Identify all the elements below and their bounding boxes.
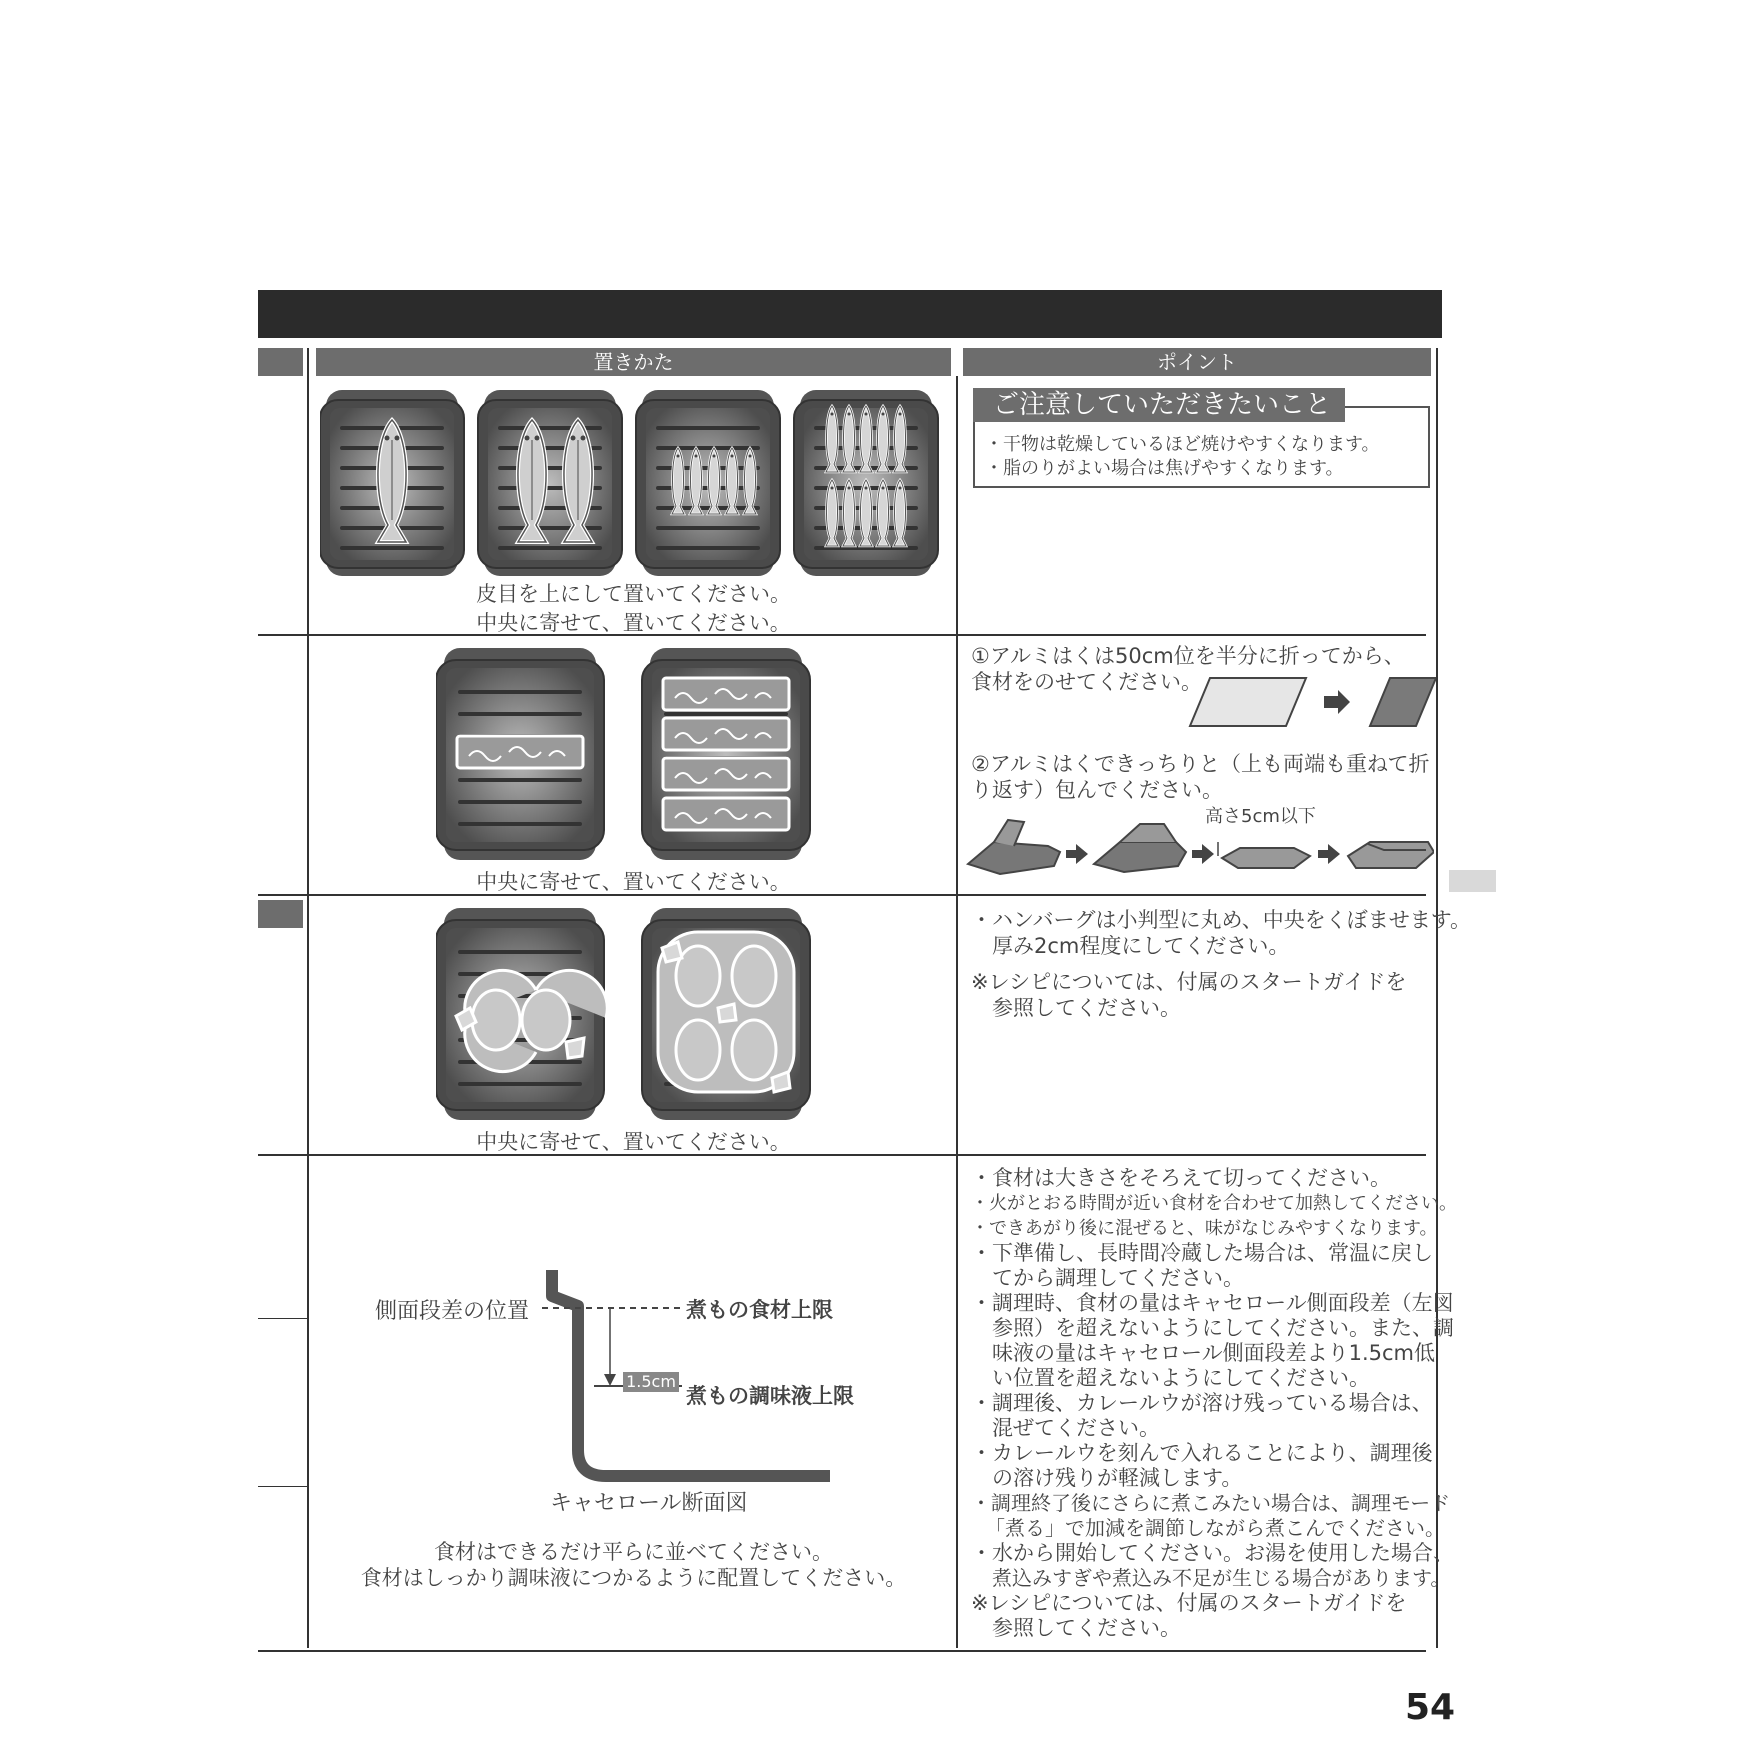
foil-step2-text: ②アルミはくできっちりと（上も両端も重ねて折 (971, 752, 1430, 776)
row1-caption-center: 中央に寄せて、置いてください。 (476, 611, 791, 635)
point-line: 「煮る」で加減を調節しながら煮こんでください。 (985, 1516, 1445, 1540)
category-header-tab (258, 348, 303, 376)
point-line: ・調理終了後にさらに煮こみたい場合は、調理モード (971, 1491, 1451, 1515)
placement-header: 置きかた (316, 348, 951, 376)
row4-caption-flat: 食材はできるだけ平らに並べてください。 (434, 1540, 833, 1564)
foil-step1-text: ①アルミはくは50cm位を半分に折ってから、 (971, 644, 1405, 668)
arrow-right-icon (1324, 690, 1350, 714)
gap-label: 1.5cm (623, 1372, 679, 1392)
point-line: 参照してください。 (992, 1616, 1181, 1640)
section-title-bar (258, 290, 1442, 338)
point-line: 参照）を超えないようにしてください。また、調 (992, 1316, 1454, 1340)
notice-title: ご注意していただきたいこと (973, 388, 1345, 422)
foil-fold-illustration (1186, 674, 1436, 730)
point-line: の溶け残りが軽減します。 (992, 1466, 1243, 1490)
column-divider-middle (956, 376, 958, 1648)
point-line: ※レシピについては、付属のスタートガイドを (971, 1591, 1407, 1615)
diagram-title: キャセロール断面図 (550, 1491, 748, 1516)
point-line: ・調理時、食材の量はキャセロール側面段差（左図 (971, 1291, 1454, 1315)
point-line: ・調理後、カレールウが溶け残っている場合は、 (971, 1391, 1433, 1415)
point-line: ・水から開始してください。お湯を使用した場合、 (971, 1541, 1454, 1565)
point-line: ・下準備し、長時間冷蔵した場合は、常温に戻し (971, 1241, 1433, 1265)
category-tab-hamburg (258, 900, 303, 928)
row-label-divider (258, 1486, 308, 1487)
point-line: ・カレールウを刻んで入れることにより、調理後 (971, 1441, 1433, 1465)
foil-height-note: 高さ5cm以下 (1205, 806, 1316, 827)
point-line: ・火がとおる時間が近い食材を合わせて加熱してください。 (971, 1193, 1457, 1214)
ingredient-limit-label: 煮もの食材上限 (686, 1298, 833, 1322)
row3-caption-center: 中央に寄せて、置いてください。 (476, 1130, 791, 1154)
point-line: 煮込みすぎや煮込み不足が生じる場合があります。 (992, 1566, 1451, 1590)
hamburg-point: 厚み2cm程度にしてください。 (992, 934, 1290, 958)
column-divider-left (307, 348, 309, 1648)
row-label-divider (258, 1318, 308, 1319)
row1-caption-skin-up: 皮目を上にして置いてください。 (476, 582, 791, 606)
point-line: ・できあがり後に混ぜると、味がなじみやすくなります。 (971, 1218, 1438, 1239)
foil-step2-text: り返す）包んでください。 (971, 778, 1223, 802)
page-number: 54 (1405, 1687, 1456, 1728)
point-line: てから調理してください。 (992, 1266, 1244, 1290)
point-line: 味液の量はキャセロール側面段差より1.5cm低 (992, 1341, 1435, 1365)
recipe-note: ※レシピについては、付属のスタートガイドを (971, 970, 1407, 994)
table-bottom-line (258, 1650, 1426, 1652)
hamburg-point: ・ハンバーグは小判型に丸め、中央をくぼませます。 (971, 908, 1472, 932)
fish-trays-illustration (320, 390, 940, 576)
casserole-points-list (971, 1166, 1457, 1641)
arrow-down-icon (604, 1374, 616, 1386)
point-line: ・食材は大きさをそろえて切ってください。 (971, 1166, 1391, 1190)
point-line: 混ぜてください。 (992, 1416, 1160, 1440)
side-step-label: 側面段差の位置 (375, 1299, 530, 1324)
point-line: い位置を超えないようにしてください。 (992, 1366, 1370, 1390)
hamburg-trays-illustration (436, 908, 816, 1120)
liquid-limit-label: 煮もの調味液上限 (686, 1384, 854, 1408)
notice-item: ・干物は乾燥しているほど焼けやすくなります。 (985, 434, 1380, 455)
foil-trays-illustration (436, 648, 816, 860)
foil-step1-text: 食材をのせてください。 (971, 670, 1202, 694)
points-header: ポイント (963, 348, 1431, 376)
foil-wrap-steps-illustration (964, 812, 1434, 878)
row2-caption-center: 中央に寄せて、置いてください。 (476, 870, 791, 894)
notice-item: ・脂のりがよい場合は焦げやすくなります。 (985, 458, 1344, 479)
row4-caption-liquid: 食材はしっかり調味液につかるように配置してください。 (360, 1566, 907, 1590)
side-index-tab (1449, 870, 1496, 892)
recipe-note: 参照してください。 (992, 996, 1181, 1020)
